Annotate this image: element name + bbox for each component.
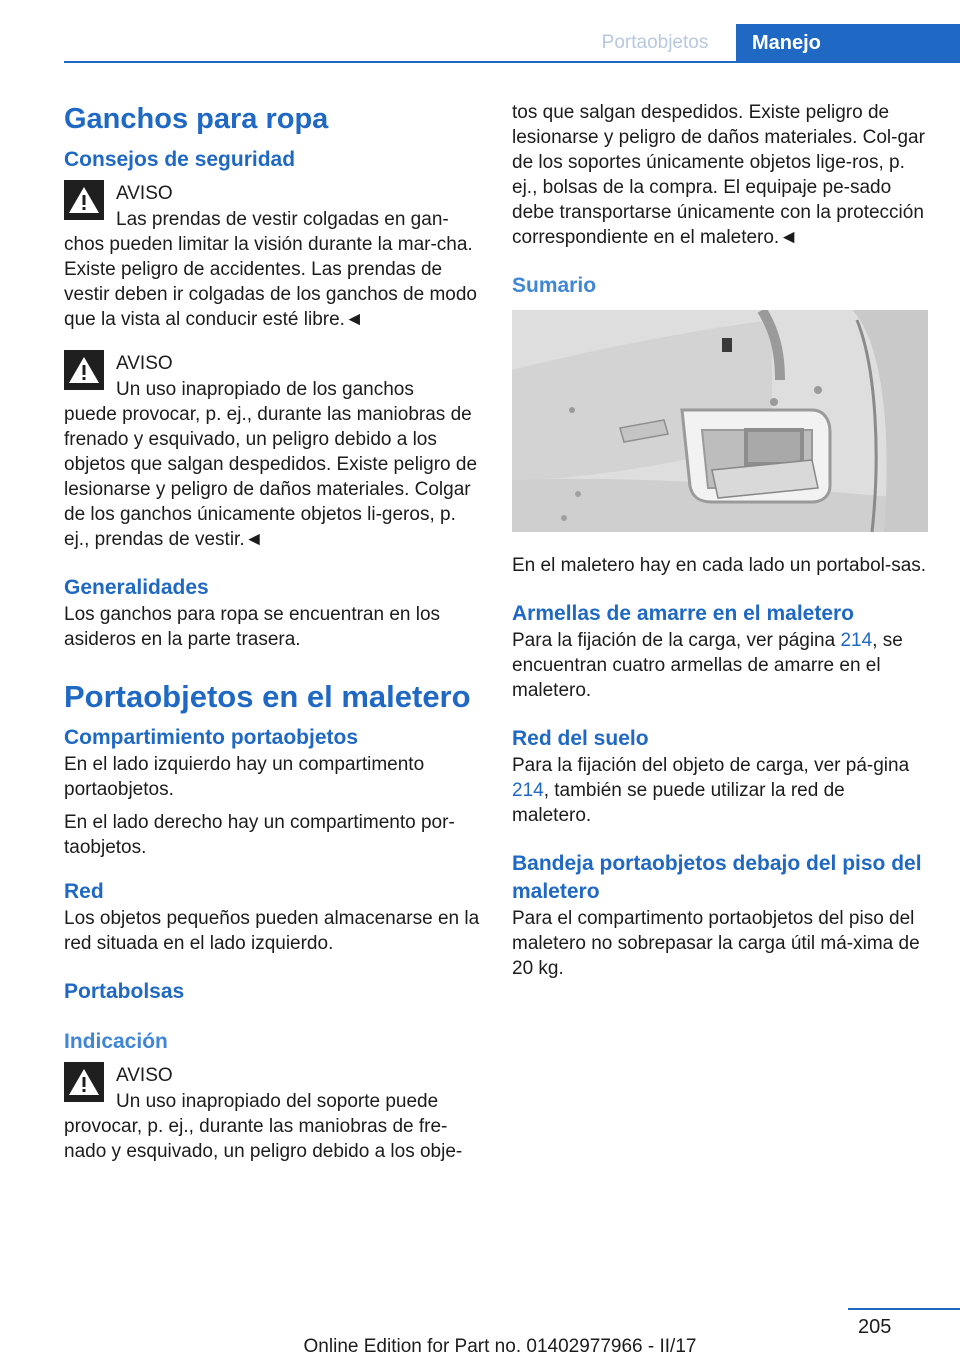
warning-title: AVISO	[116, 1065, 173, 1086]
heading-armellas: Armellas de amarre en el maletero	[512, 602, 855, 625]
heading-ganchos: Ganchos para ropa	[64, 103, 329, 135]
heading-generalidades: Generalidades	[64, 576, 209, 599]
sumario-caption: En el maletero hay en cada lado un portabol-sas.	[512, 555, 927, 576]
warning-text: provocar, p. ej., durante las maniobras de fre-nado y esquivado, un peligro debido a los obje-	[64, 1116, 463, 1162]
warning-text-first-line: Las prendas de vestir colgadas en gan-	[116, 209, 449, 230]
bandeja-text: Para el compartimento portaobjetos del piso del maletero no sobrepasar la carga útil má-xima de 20 kg.	[512, 908, 920, 979]
armellas-text-pre: Para la fijación de la carga, ver página	[512, 630, 841, 651]
trunk-illustration	[512, 310, 928, 532]
warning-text: puede provocar, p. ej., durante las maniobras de frenado y esquivado, un peligro debido a los objetos que salgan despedidos. Existe peligro de lesionarse y peligro de daños materiales. Colgar de los ganchos únicamente objetos li-geros, p. ej., prendas de vestir.◄	[64, 404, 478, 550]
page-link-214[interactable]: 214	[840, 630, 873, 651]
red-suelo-text	[512, 753, 928, 828]
warning-block-1	[64, 180, 480, 332]
header-chapter-tab[interactable]	[736, 24, 960, 62]
compartimiento-text-2: En el lado derecho hay un compartimento por-taobjetos.	[64, 812, 455, 858]
footer-rule	[848, 1308, 960, 1310]
warning-continuation-text: tos que salgan despedidos. Existe peligro de lesionarse y peligro de daños materiales. Col-gar de los soportes únicamente objetos lige-ros, p. ej., bolsas de la compra. El equipaje pe-sado debe transportarse únicamente con la protección correspondiente en el maletero.◄	[512, 102, 925, 248]
heading-compartimiento: Compartimiento portaobjetos	[64, 726, 359, 749]
footer-edition: Online Edition for Part no. 01402977966 - II/17	[303, 1336, 697, 1357]
armellas-text	[512, 628, 928, 703]
armellas-text-post: , se encuentran cuatro armellas de amarre en el maletero.	[512, 630, 903, 701]
red-suelo-text-post: , también se puede utilizar la red de maletero.	[512, 780, 845, 826]
warning-title: AVISO	[116, 183, 173, 204]
warning-text-first-line: Un uso inapropiado de los ganchos	[116, 379, 414, 400]
page-number: 205	[858, 1316, 892, 1338]
warning-title: AVISO	[116, 353, 173, 374]
heading-sumario: Sumario	[512, 274, 597, 297]
heading-red-del-suelo: Red del suelo	[512, 727, 649, 750]
red-text: Los objetos pequeños pueden almacenarse en la red situada en el lado izquierdo.	[64, 908, 480, 954]
warning-triangle-icon	[64, 180, 104, 220]
header-section-label: Portaobjetos	[576, 24, 734, 62]
warning-triangle-icon	[64, 350, 104, 390]
generalidades-text: Los ganchos para ropa se encuentran en los asideros en la parte trasera.	[64, 604, 441, 650]
header-chapter-label: Manejo	[752, 32, 821, 54]
left-column	[64, 100, 480, 1164]
warning-block-2	[64, 350, 480, 552]
warning-text: chos pueden limitar la visión durante la mar-cha. Existe peligro de accidentes. Las prendas de vestir deben ir colgadas de los ganchos de modo que la vista al conducir esté libre.◄	[64, 234, 477, 330]
heading-portabolsas: Portabolsas	[64, 980, 185, 1003]
warning-text-first-line: Un uso inapropiado del soporte puede	[116, 1091, 439, 1112]
compartimiento-text-1: En el lado izquierdo hay un compartimento portaobjetos.	[64, 754, 425, 800]
heading-consejos: Consejos de seguridad	[64, 148, 296, 171]
heading-bandeja: Bandeja portaobjetos debajo del piso del maletero	[512, 852, 922, 903]
header-rule	[64, 61, 960, 63]
warning-block-3	[64, 1062, 480, 1164]
page-link-214[interactable]: 214	[512, 780, 544, 801]
red-suelo-text-pre: Para la fijación del objeto de carga, ver pá-gina	[512, 755, 910, 776]
heading-portaobjetos: Portaobjetos en el maletero	[64, 679, 471, 714]
right-column	[512, 100, 928, 981]
heading-red: Red	[64, 880, 104, 903]
heading-indicacion: Indicación	[64, 1030, 168, 1053]
warning-triangle-icon	[64, 1062, 104, 1102]
